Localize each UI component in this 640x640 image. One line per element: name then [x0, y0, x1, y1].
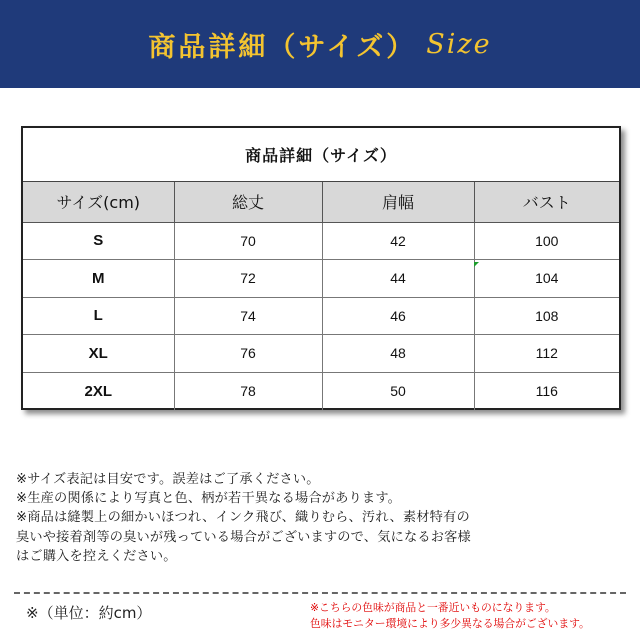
table-row: [23, 372, 619, 410]
dashed-divider: [14, 592, 626, 594]
note-line: 臭いや接着剤等の臭いが残っている場合がございますので、気になるお客様: [16, 529, 471, 545]
column-header-shoulder: 肩幅: [322, 182, 474, 222]
note-line: ※サイズ表記は目安です。誤差はご了承ください。: [16, 472, 320, 487]
bust-cell: 112: [474, 335, 619, 373]
table-row: [23, 260, 619, 298]
size-table-card: [21, 126, 621, 410]
size-cell: M: [23, 260, 174, 298]
header-script-text: Size: [426, 28, 492, 60]
bust-cell: 108: [474, 297, 619, 335]
table-row: [23, 222, 619, 260]
color-disclaimer-line: ※こちらの色味が商品と一番近いものになります。: [310, 601, 556, 614]
header-title: 商品詳細（サイズ）: [148, 31, 417, 63]
column-header-bust: バスト: [474, 182, 619, 222]
column-header-length: 総丈: [174, 182, 322, 222]
shoulder-cell: 48: [322, 335, 474, 373]
color-disclaimer-line: 色味はモニター環境により多少異なる場合がございます。: [310, 616, 590, 630]
length-cell: 74: [174, 297, 322, 335]
note-line: ※商品は縫製上の細かいほつれ、インク飛び、織りむら、汚れ、素材特有の: [16, 510, 470, 526]
length-cell: 76: [174, 335, 322, 373]
shoulder-cell: 42: [322, 222, 474, 260]
size-cell: S: [23, 222, 174, 260]
table-caption: 商品詳細（サイズ）: [23, 128, 619, 182]
unit-note: ※（単位：約cm）: [26, 604, 152, 622]
shoulder-cell: 44: [322, 260, 474, 298]
note-line: はご購入を控えください。: [16, 548, 177, 564]
color-disclaimer: [310, 600, 636, 631]
table-header-row: [23, 182, 619, 222]
size-cell: L: [23, 297, 174, 335]
length-cell: 70: [174, 222, 322, 260]
size-cell: XL: [23, 335, 174, 373]
size-cell: 2XL: [23, 372, 174, 410]
note-line: ※生産の関係により写真と色、柄が若干異なる場合があります。: [16, 491, 402, 507]
notes-block: [16, 470, 631, 566]
header-banner: [0, 0, 640, 88]
table-row: [23, 297, 619, 335]
length-cell: 72: [174, 260, 322, 298]
table-row: [23, 335, 619, 373]
bust-cell: 100: [474, 222, 619, 260]
size-table: [23, 182, 619, 410]
bust-cell: 116: [474, 372, 619, 410]
bust-cell: 104: [474, 260, 619, 298]
length-cell: 78: [174, 372, 322, 410]
cell-comment-marker: [474, 262, 479, 267]
column-header-size: サイズ(cm): [23, 182, 174, 222]
shoulder-cell: 50: [322, 372, 474, 410]
shoulder-cell: 46: [322, 297, 474, 335]
